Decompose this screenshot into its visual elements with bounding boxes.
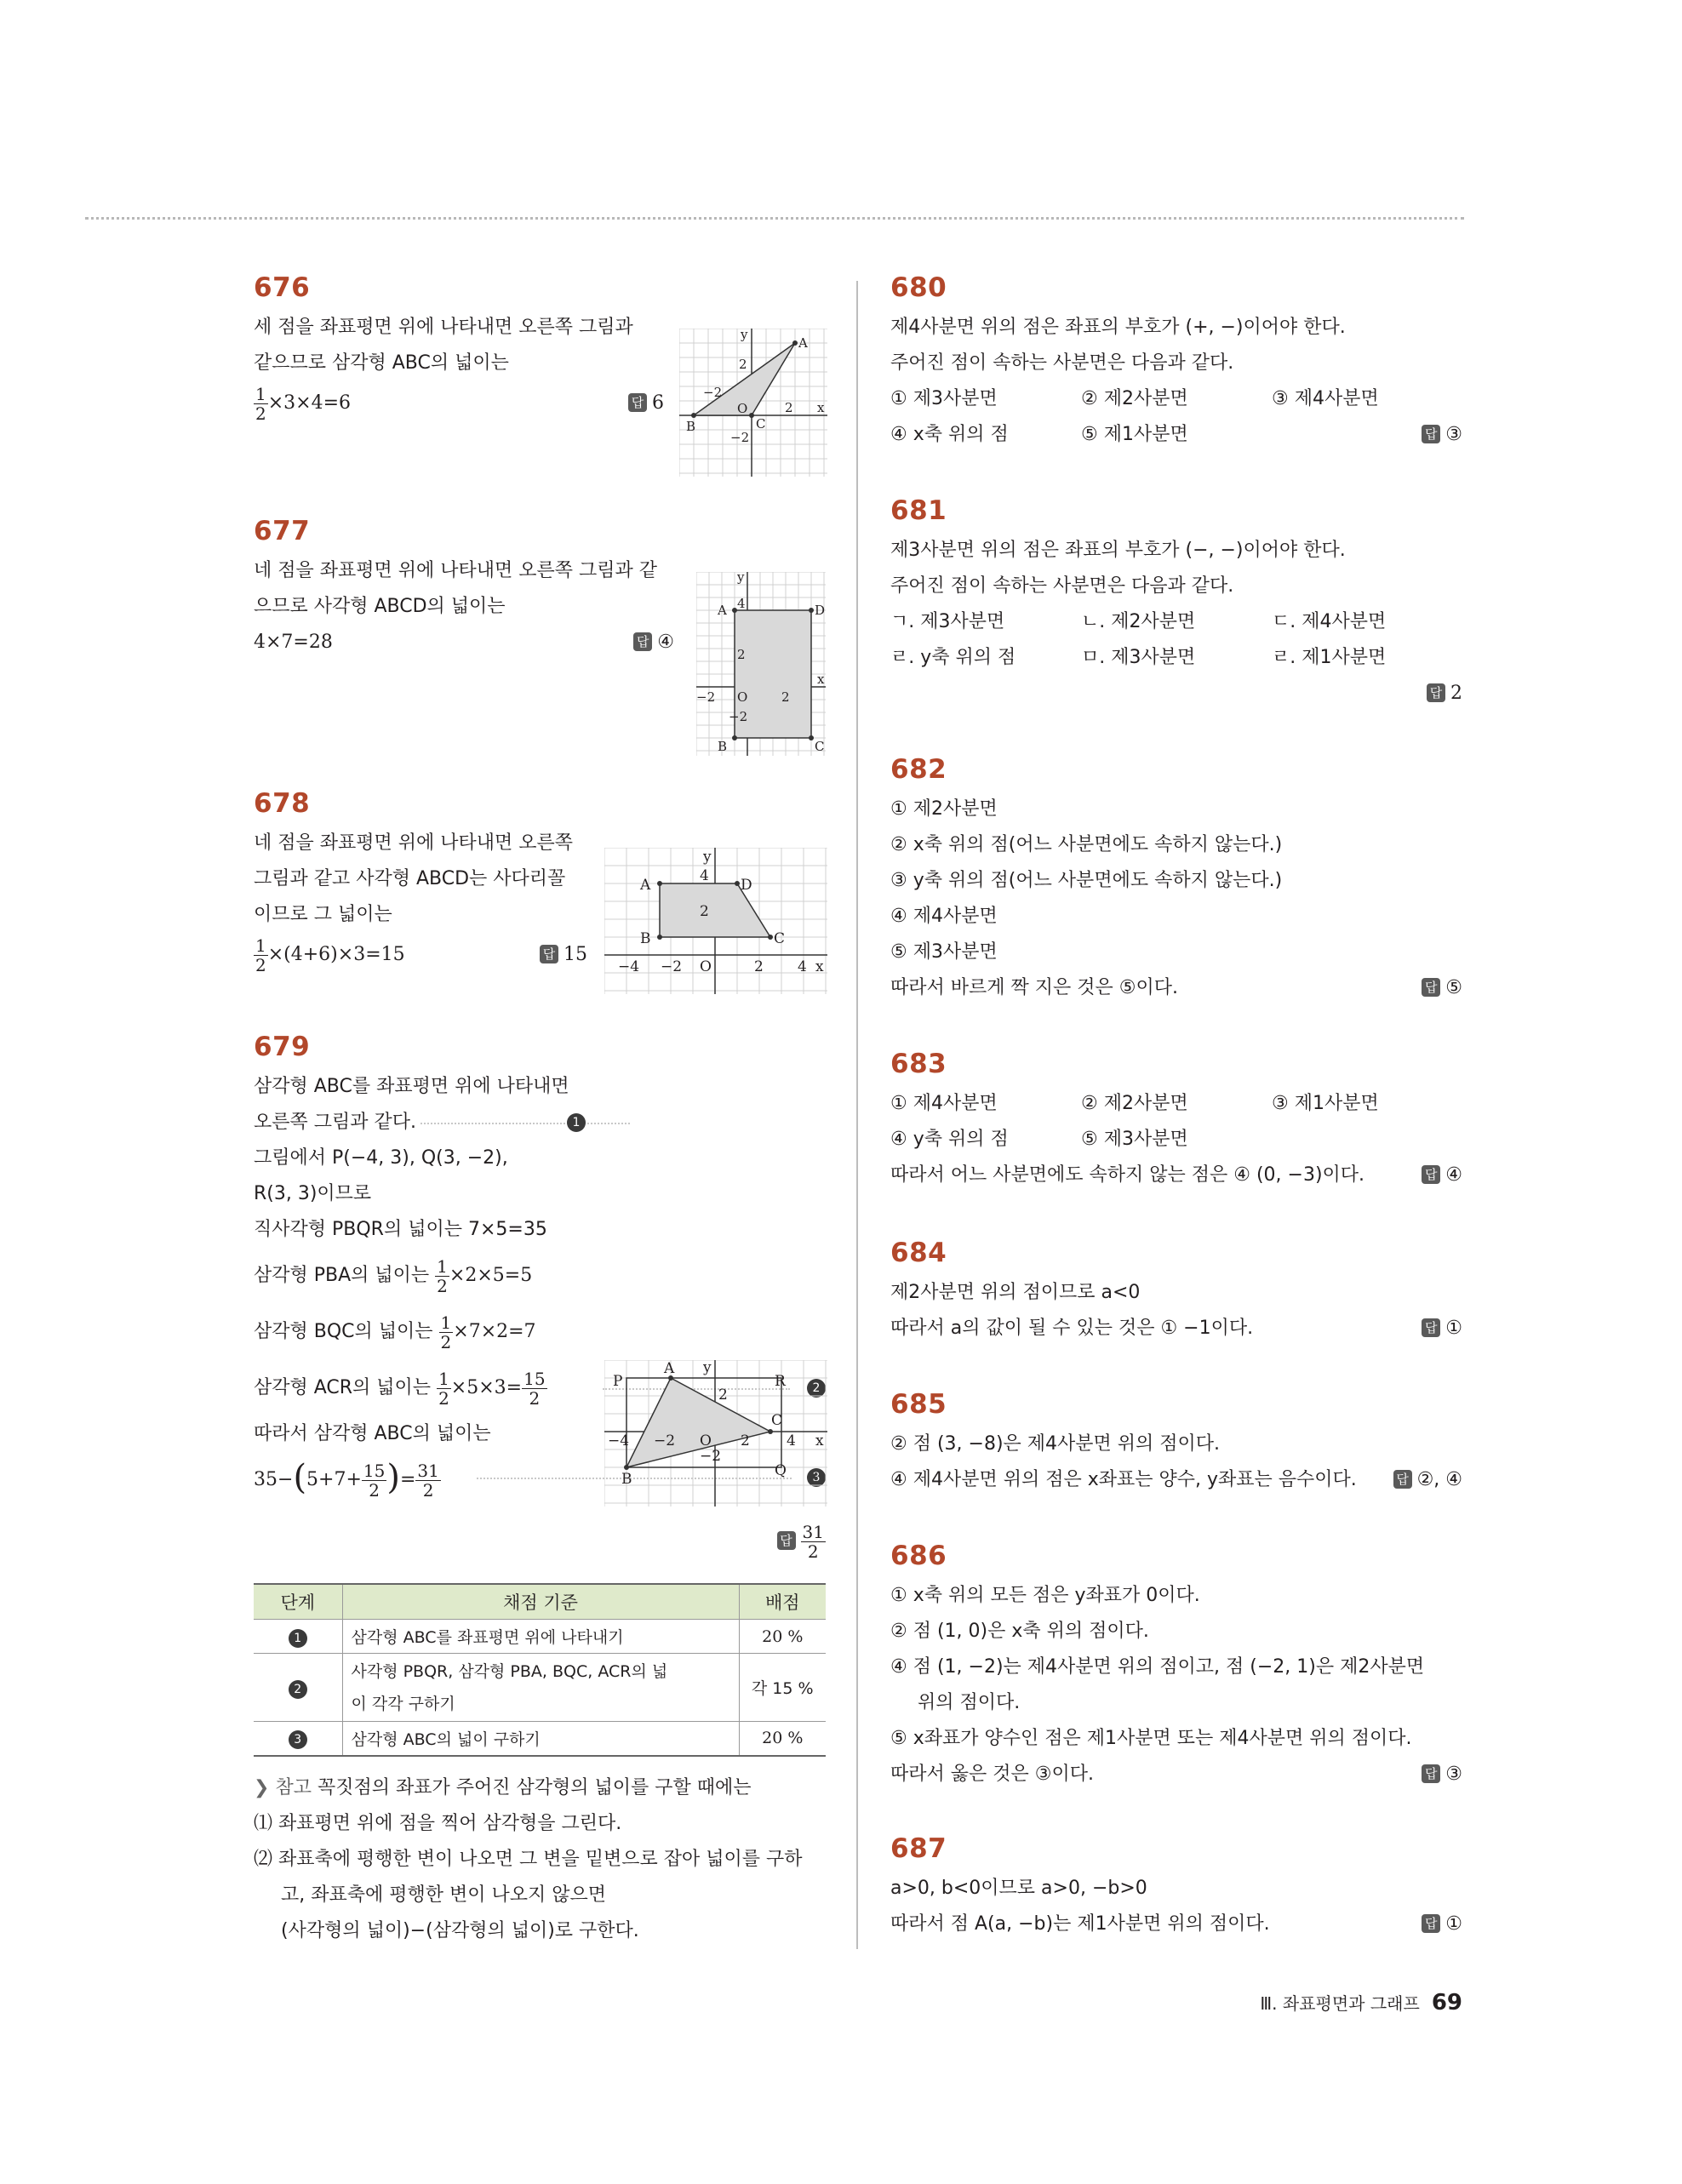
solution-line: 따라서 점 A(a, −b)는 제1사분면 위의 점이다. 답 ① (890, 1907, 1462, 1942)
table-cell: 사각형 PBQR, 삼각형 PBA, BQC, ACR의 넓 이 각각 구하기 (342, 1654, 739, 1722)
svg-text:y: y (703, 849, 712, 866)
choice-row: ㄹ. y축 위의 점 ㅁ. 제3사분면 ㄹ. 제1사분면 (890, 647, 1387, 668)
answer-badge: 답 (1393, 1470, 1412, 1489)
answer-badge: 답 (633, 632, 652, 651)
svg-text:O: O (737, 401, 748, 416)
solution-line: ③ y축 위의 점(어느 사분면에도 속하지 않는다.) (890, 870, 1283, 891)
solution-line: 35−(5+7+ $\frac{15}{2}$ )= $\frac{31}{2}$ 3 (254, 1452, 826, 1503)
solution-line: 으므로 사각형 ABCD의 넓이는 (254, 596, 506, 617)
solution-line: 제4사분면 위의 점은 좌표의 부호가 (+, −)이어야 한다. (890, 317, 1346, 338)
problem-683 (890, 1049, 1462, 1193)
choice-row: ㄱ. 제3사분면 ㄴ. 제2사분면 ㄷ. 제4사분면 (890, 611, 1387, 632)
fraction: $\frac{1}{2}$ (438, 1368, 449, 1409)
solution-line: ④ 제4사분면 (890, 906, 998, 927)
problem-678 (254, 788, 826, 977)
svg-text:x: x (817, 672, 825, 687)
problem-676 (254, 272, 826, 445)
solution-line: 주어진 점이 속하는 사분면은 다음과 같다. (890, 575, 1234, 597)
answer: 답 $\frac{31}{2}$ (777, 1515, 826, 1568)
svg-text:O: O (737, 689, 748, 705)
leader-dots (420, 1123, 630, 1124)
svg-text:−2: −2 (654, 1432, 676, 1449)
solution-line: ② 점 (1, 0)은 x축 위의 점이다. (890, 1621, 1149, 1642)
svg-text:D: D (741, 877, 752, 894)
solution-line: ② 점 (3, −8)은 제4사분면 위의 점이다. (890, 1433, 1221, 1455)
step-marker: 3 (289, 1730, 307, 1749)
step-marker: 2 (807, 1379, 826, 1398)
solution-line: 세 점을 좌표평면 위에 나타내면 오른쪽 그림과 (254, 317, 633, 338)
svg-text:A: A (718, 603, 727, 618)
svg-text:−2: −2 (696, 689, 716, 705)
problem-number: 681 (890, 495, 947, 526)
answer-badge: 답 (540, 945, 558, 963)
table-row (254, 1722, 826, 1756)
svg-text:O: O (700, 958, 712, 975)
svg-text:y: y (741, 329, 748, 342)
table-header: 배점 (739, 1584, 826, 1620)
top-dotted-rule (85, 217, 1464, 220)
graph-676 (679, 329, 827, 477)
solution-line: $\frac{1}{2}$ ×3×4=6 답 6 (254, 381, 826, 426)
svg-text:−2: −2 (729, 709, 748, 724)
page-number: 69 (1431, 1990, 1462, 2015)
problem-number: 684 (890, 1238, 947, 1268)
solution-line: ⑤ 제3사분면 (890, 941, 998, 963)
answer-badge: 답 (1422, 1914, 1440, 1933)
answer: 답 ④ (633, 625, 674, 660)
step-marker: 2 (289, 1680, 307, 1699)
solution-line: 같으므로 삼각형 ABC의 넓이는 (254, 352, 509, 374)
solution-line: ⑤ x좌표가 양수인 점은 제1사분면 또는 제4사분면 위의 점이다. (890, 1728, 1412, 1749)
svg-text:C: C (771, 1412, 783, 1429)
fraction: $\frac{1}{2}$ (255, 935, 266, 975)
problem-number: 682 (890, 754, 947, 785)
table-cell: 20 % (739, 1620, 826, 1654)
answer-row (890, 676, 1462, 712)
problem-number: 685 (890, 1389, 947, 1420)
table-row (254, 1620, 826, 1654)
svg-text:4: 4 (700, 867, 709, 884)
answer-badge: 답 (1427, 683, 1445, 702)
note-title: ❯ 참고 꼭짓점의 좌표가 주어진 삼각형의 넓이를 구할 때에는 (254, 1777, 752, 1798)
answer: 답 ⑤ (1422, 970, 1462, 1006)
note-item: ⑴ 좌표평면 위에 점을 찍어 삼각형을 그린다. (254, 1813, 622, 1834)
svg-text:2: 2 (700, 903, 709, 920)
problem-685 (890, 1389, 1462, 1498)
problem-number: 687 (890, 1833, 947, 1864)
note-item: (사각형의 넓이)−(삼각형의 넓이)로 구한다. (281, 1920, 639, 1941)
choice-row: ① 제3사분면 ② 제2사분면 ③ 제4사분면 (890, 388, 1379, 409)
svg-text:C: C (774, 930, 786, 947)
fraction: $\frac{31}{2}$ (417, 1460, 439, 1501)
answer-badge: 답 (1422, 1165, 1440, 1184)
solution-line: 네 점을 좌표평면 위에 나타내면 오른쪽 (254, 832, 573, 854)
svg-text:C: C (815, 739, 825, 754)
problem-number: 677 (254, 516, 311, 546)
svg-text:R: R (775, 1373, 786, 1390)
solution-line: 이므로 그 넓이는 (254, 904, 392, 925)
svg-text:A: A (798, 335, 808, 351)
problem-number: 686 (890, 1541, 947, 1571)
table-cell: 삼각형 ABC의 넓이 구하기 (342, 1722, 739, 1756)
svg-text:P: P (613, 1373, 623, 1390)
answer: 답 6 (628, 381, 664, 426)
table-header: 채점 기준 (342, 1584, 739, 1620)
solution-line: ① x축 위의 모든 점은 y좌표가 0이다. (890, 1585, 1200, 1606)
problem-684 (890, 1238, 1462, 1346)
problem-number: 679 (254, 1032, 311, 1062)
problem-number: 683 (890, 1049, 947, 1079)
solution-line: 따라서 어느 사분면에도 속하지 않는 점은 ④ (0, −3)이다. 답 ④ (890, 1158, 1462, 1193)
solution-line: ④ 제4사분면 위의 점은 x좌표는 양수, y좌표는 음수이다. 답 ②, ④ (890, 1462, 1462, 1498)
answer: 답 ②, ④ (1393, 1462, 1462, 1498)
answer-badge: 답 (777, 1531, 796, 1550)
svg-text:−4: −4 (618, 958, 640, 975)
choice-row: ① 제4사분면 ② 제2사분면 ③ 제1사분면 (890, 1093, 1379, 1114)
fraction: $\frac{1}{2}$ (437, 1255, 448, 1296)
solution-line: 제2사분면 위의 점이므로 a<0 (890, 1282, 1141, 1303)
svg-text:Q: Q (775, 1462, 787, 1479)
answer-badge: 답 (1422, 1318, 1440, 1337)
solution-line: 따라서 옳은 것은 ③이다. 답 ③ (890, 1757, 1462, 1792)
svg-text:2: 2 (781, 689, 790, 705)
page-footer (1260, 1990, 1462, 2015)
solution-line: 따라서 삼각형 ABC의 넓이는 (254, 1423, 491, 1444)
solution-line: 그림에서 P(−4, 3), Q(3, −2), (254, 1147, 508, 1169)
problem-686 (890, 1541, 1462, 1792)
solution-line: 제3사분면 위의 점은 좌표의 부호가 (−, −)이어야 한다. (890, 540, 1346, 561)
solution-line: ① 제2사분면 (890, 798, 998, 820)
answer-badge: 답 (628, 393, 647, 412)
solution-line: 삼각형 ABC를 좌표평면 위에 나타내면 (254, 1076, 569, 1097)
svg-text:2: 2 (754, 958, 764, 975)
answer: 답 ④ (1422, 1158, 1462, 1193)
fraction: $\frac{1}{2}$ (255, 383, 266, 424)
table-cell: 각 15 % (739, 1654, 826, 1722)
problem-number: 676 (254, 272, 311, 303)
note-item: ⑵ 좌표축에 평행한 변이 나오면 그 변을 밑변으로 잡아 넓이를 구하 (254, 1849, 803, 1870)
problem-677 (254, 516, 826, 754)
answer: 답 15 (540, 933, 587, 977)
solution-line: 오른쪽 그림과 같다. 1 (254, 1105, 826, 1141)
graph-677 (696, 572, 826, 756)
note-item: 고, 좌표축에 평행한 변이 나오지 않으면 (281, 1884, 606, 1906)
solution-line: 삼각형 PBA의 넓이는 $\frac{1}{2}$ ×2×5=5 (254, 1255, 533, 1296)
solution-line: 그림과 같고 사각형 ABCD는 사다리꼴 (254, 868, 566, 889)
table-cell: 삼각형 ABC를 좌표평면 위에 나타내기 (342, 1620, 739, 1654)
solution-line: ② x축 위의 점(어느 사분면에도 속하지 않는다.) (890, 834, 1283, 855)
svg-text:2: 2 (718, 1386, 728, 1404)
problem-680 (890, 272, 1462, 453)
solution-line: a>0, b<0이므로 a>0, −b>0 (890, 1878, 1147, 1899)
svg-text:y: y (737, 572, 745, 585)
solution-line: ④ 점 (1, −2)는 제4사분면 위의 점이고, 점 (−2, 1)은 제2사분면 (890, 1656, 1425, 1678)
answer: 답 ① (1422, 1311, 1462, 1346)
svg-text:4: 4 (798, 958, 807, 975)
solution-line: 위의 점이다. (918, 1692, 1021, 1713)
svg-text:D: D (815, 603, 826, 618)
reference-note (254, 1770, 826, 1949)
answer-badge: 답 (1422, 978, 1440, 997)
chapter-title: Ⅲ. 좌표평면과 그래프 (1260, 1993, 1420, 2014)
solution-line (254, 1515, 826, 1568)
step-marker: 1 (289, 1629, 307, 1648)
fraction: $\frac{15}{2}$ (523, 1368, 546, 1409)
svg-text:x: x (817, 400, 825, 415)
svg-text:−2: −2 (700, 1448, 722, 1465)
svg-text:y: y (703, 1360, 712, 1376)
choice-row: ④ y축 위의 점 ⑤ 제3사분면 (890, 1129, 1188, 1150)
svg-text:B: B (686, 419, 696, 434)
solution-line: 따라서 바르게 짝 지은 것은 ⑤이다. 답 ⑤ (890, 970, 1462, 1006)
table-header: 단계 (254, 1584, 342, 1620)
choice-row: ④ x축 위의 점 ⑤ 제1사분면 답 ③ (890, 417, 1462, 453)
svg-text:4: 4 (787, 1432, 796, 1449)
svg-text:−2: −2 (703, 385, 723, 400)
svg-text:2: 2 (739, 357, 747, 372)
grading-table (254, 1583, 826, 1757)
answer: 답 ① (1422, 1907, 1462, 1942)
fraction: $\frac{1}{2}$ (440, 1312, 452, 1352)
svg-text:B: B (640, 930, 651, 947)
table-row (254, 1654, 826, 1722)
graph-679 (604, 1360, 827, 1507)
svg-text:B: B (621, 1471, 632, 1488)
step-marker: 3 (807, 1468, 826, 1487)
step-marker: 1 (567, 1113, 586, 1132)
svg-text:−2: −2 (730, 430, 750, 445)
svg-text:x: x (815, 958, 824, 975)
table-cell: 20 % (739, 1722, 826, 1756)
svg-text:2: 2 (741, 1432, 750, 1449)
answer: 답 ③ (1422, 1757, 1462, 1792)
problem-682 (890, 754, 1462, 1006)
svg-text:A: A (640, 877, 651, 894)
solution-line: 네 점을 좌표평면 위에 나타내면 오른쪽 그림과 같 (254, 560, 657, 581)
svg-text:2: 2 (785, 400, 793, 415)
solution-line: R(3, 3)이므로 (254, 1183, 372, 1204)
svg-text:−2: −2 (661, 958, 683, 975)
svg-text:2: 2 (737, 647, 746, 662)
solution-line: 주어진 점이 속하는 사분면은 다음과 같다. (890, 352, 1234, 374)
svg-text:−4: −4 (608, 1432, 630, 1449)
problem-687 (890, 1833, 1462, 1942)
svg-text:B: B (718, 739, 728, 754)
solution-line: 직사각형 PBQR의 넓이는 7×5=35 (254, 1219, 547, 1240)
svg-text:x: x (815, 1432, 824, 1449)
answer-badge: 답 (1422, 425, 1440, 443)
svg-text:O: O (700, 1432, 712, 1449)
svg-text:A: A (664, 1360, 675, 1377)
svg-text:C: C (756, 416, 766, 432)
solution-line: 따라서 a의 값이 될 수 있는 것은 ① −1이다. 답 ① (890, 1311, 1462, 1346)
solution-line: 삼각형 BQC의 넓이는 $\frac{1}{2}$ ×7×2=7 (254, 1312, 536, 1352)
answer: 답 ③ (1422, 417, 1462, 453)
solution-line: 4×7=28 답 ④ (254, 625, 826, 660)
problem-679 (254, 1032, 826, 1568)
answer: 답 2 (1427, 676, 1462, 712)
problem-681 (890, 495, 1462, 712)
problem-number: 680 (890, 272, 947, 303)
column-divider (856, 281, 858, 1949)
solution-line: 삼각형 ACR의 넓이는 $\frac{1}{2}$ ×5×3= $\frac{15}{2}$ 2 (254, 1360, 826, 1416)
graph-678 (604, 848, 827, 994)
solution-line: $\frac{1}{2}$ ×(4+6)×3=15 답 15 (254, 933, 826, 977)
problem-number: 678 (254, 788, 311, 819)
fraction: $\frac{15}{2}$ (363, 1460, 386, 1501)
svg-text:4: 4 (737, 596, 746, 611)
answer-badge: 답 (1422, 1764, 1440, 1783)
table-header-row (254, 1584, 826, 1620)
